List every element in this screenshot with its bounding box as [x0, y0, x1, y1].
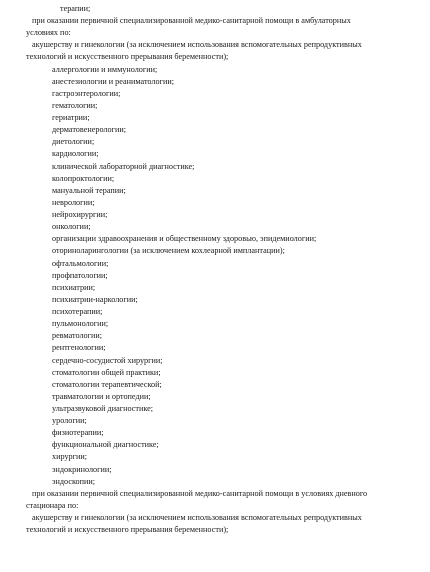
list-item: функциональной диагностике;: [52, 440, 159, 449]
list-item: рентгенологии;: [52, 343, 106, 352]
list-item: офтальмологии;: [52, 259, 109, 268]
section1-obstetrics-line-1: акушерству и гинекологии (за исключением использования вспомогательных репродуктивных: [32, 40, 362, 49]
list-item-therapy: терапии;: [60, 4, 91, 13]
list-item: мануальной терапии;: [52, 186, 126, 195]
list-item: травматологии и ортопедии;: [52, 392, 151, 401]
list-item: стоматологии терапевтической;: [52, 380, 162, 389]
list-item: организации здравоохранения и общественному здоровью, эпидемиологии;: [52, 234, 317, 243]
list-item: кардиологии;: [52, 149, 99, 158]
list-item: гематологии;: [52, 101, 98, 110]
list-item: хирургии;: [52, 452, 88, 461]
list-item: диетологии;: [52, 137, 95, 146]
list-item: гастроэнтерологии;: [52, 89, 121, 98]
section1-obstetrics-line-2: технологий и искусственного прерывания беременности);: [26, 52, 229, 61]
list-item: стоматологии общей практики;: [52, 368, 161, 377]
list-item: психиатрии-наркологии;: [52, 295, 138, 304]
list-item: дерматовенерологии;: [52, 125, 127, 134]
list-item: гериатрии;: [52, 113, 90, 122]
list-item: ревматологии;: [52, 331, 103, 340]
section2-intro-line-1: при оказании первичной специализированной медико-санитарной помощи в условиях дневного: [32, 489, 368, 498]
list-item: сердечно-сосудистой хирургии;: [52, 356, 163, 365]
section2-intro-line-2: стационара по:: [26, 501, 79, 510]
list-item: пульмонологии;: [52, 319, 109, 328]
list-item: физиотерапии;: [52, 428, 104, 437]
list-item: оториноларингологии (за исключением кохлеарной имплантации);: [52, 246, 285, 255]
list-item: клинической лабораторной диагностике;: [52, 162, 195, 171]
list-item: нейрохирургии;: [52, 210, 108, 219]
list-item: психотерапии;: [52, 307, 103, 316]
list-item: колопроктологии;: [52, 174, 115, 183]
section1-intro-line-2: условиях по:: [26, 28, 71, 37]
section2-obstetrics-line-1: акушерству и гинекологии (за исключением использования вспомогательных репродуктивных: [32, 513, 362, 522]
list-item: урологии;: [52, 416, 87, 425]
list-item: неврологии;: [52, 198, 95, 207]
list-item: эндокринологии;: [52, 465, 112, 474]
list-item: онкологии;: [52, 222, 91, 231]
list-item: профпатологии;: [52, 271, 108, 280]
list-item: аллергологии и иммунологии;: [52, 65, 158, 74]
section1-intro-line-1: при оказании первичной специализированной медико-санитарной помощи в амбулаторных: [32, 16, 351, 25]
list-item: психиатрии;: [52, 283, 96, 292]
list-item: эндоскопии;: [52, 477, 96, 486]
list-item: ультразвуковой диагностике;: [52, 404, 154, 413]
section2-obstetrics-line-2: технологий и искусственного прерывания беременности);: [26, 525, 229, 534]
list-item: анестезиологии и реаниматологии;: [52, 77, 174, 86]
